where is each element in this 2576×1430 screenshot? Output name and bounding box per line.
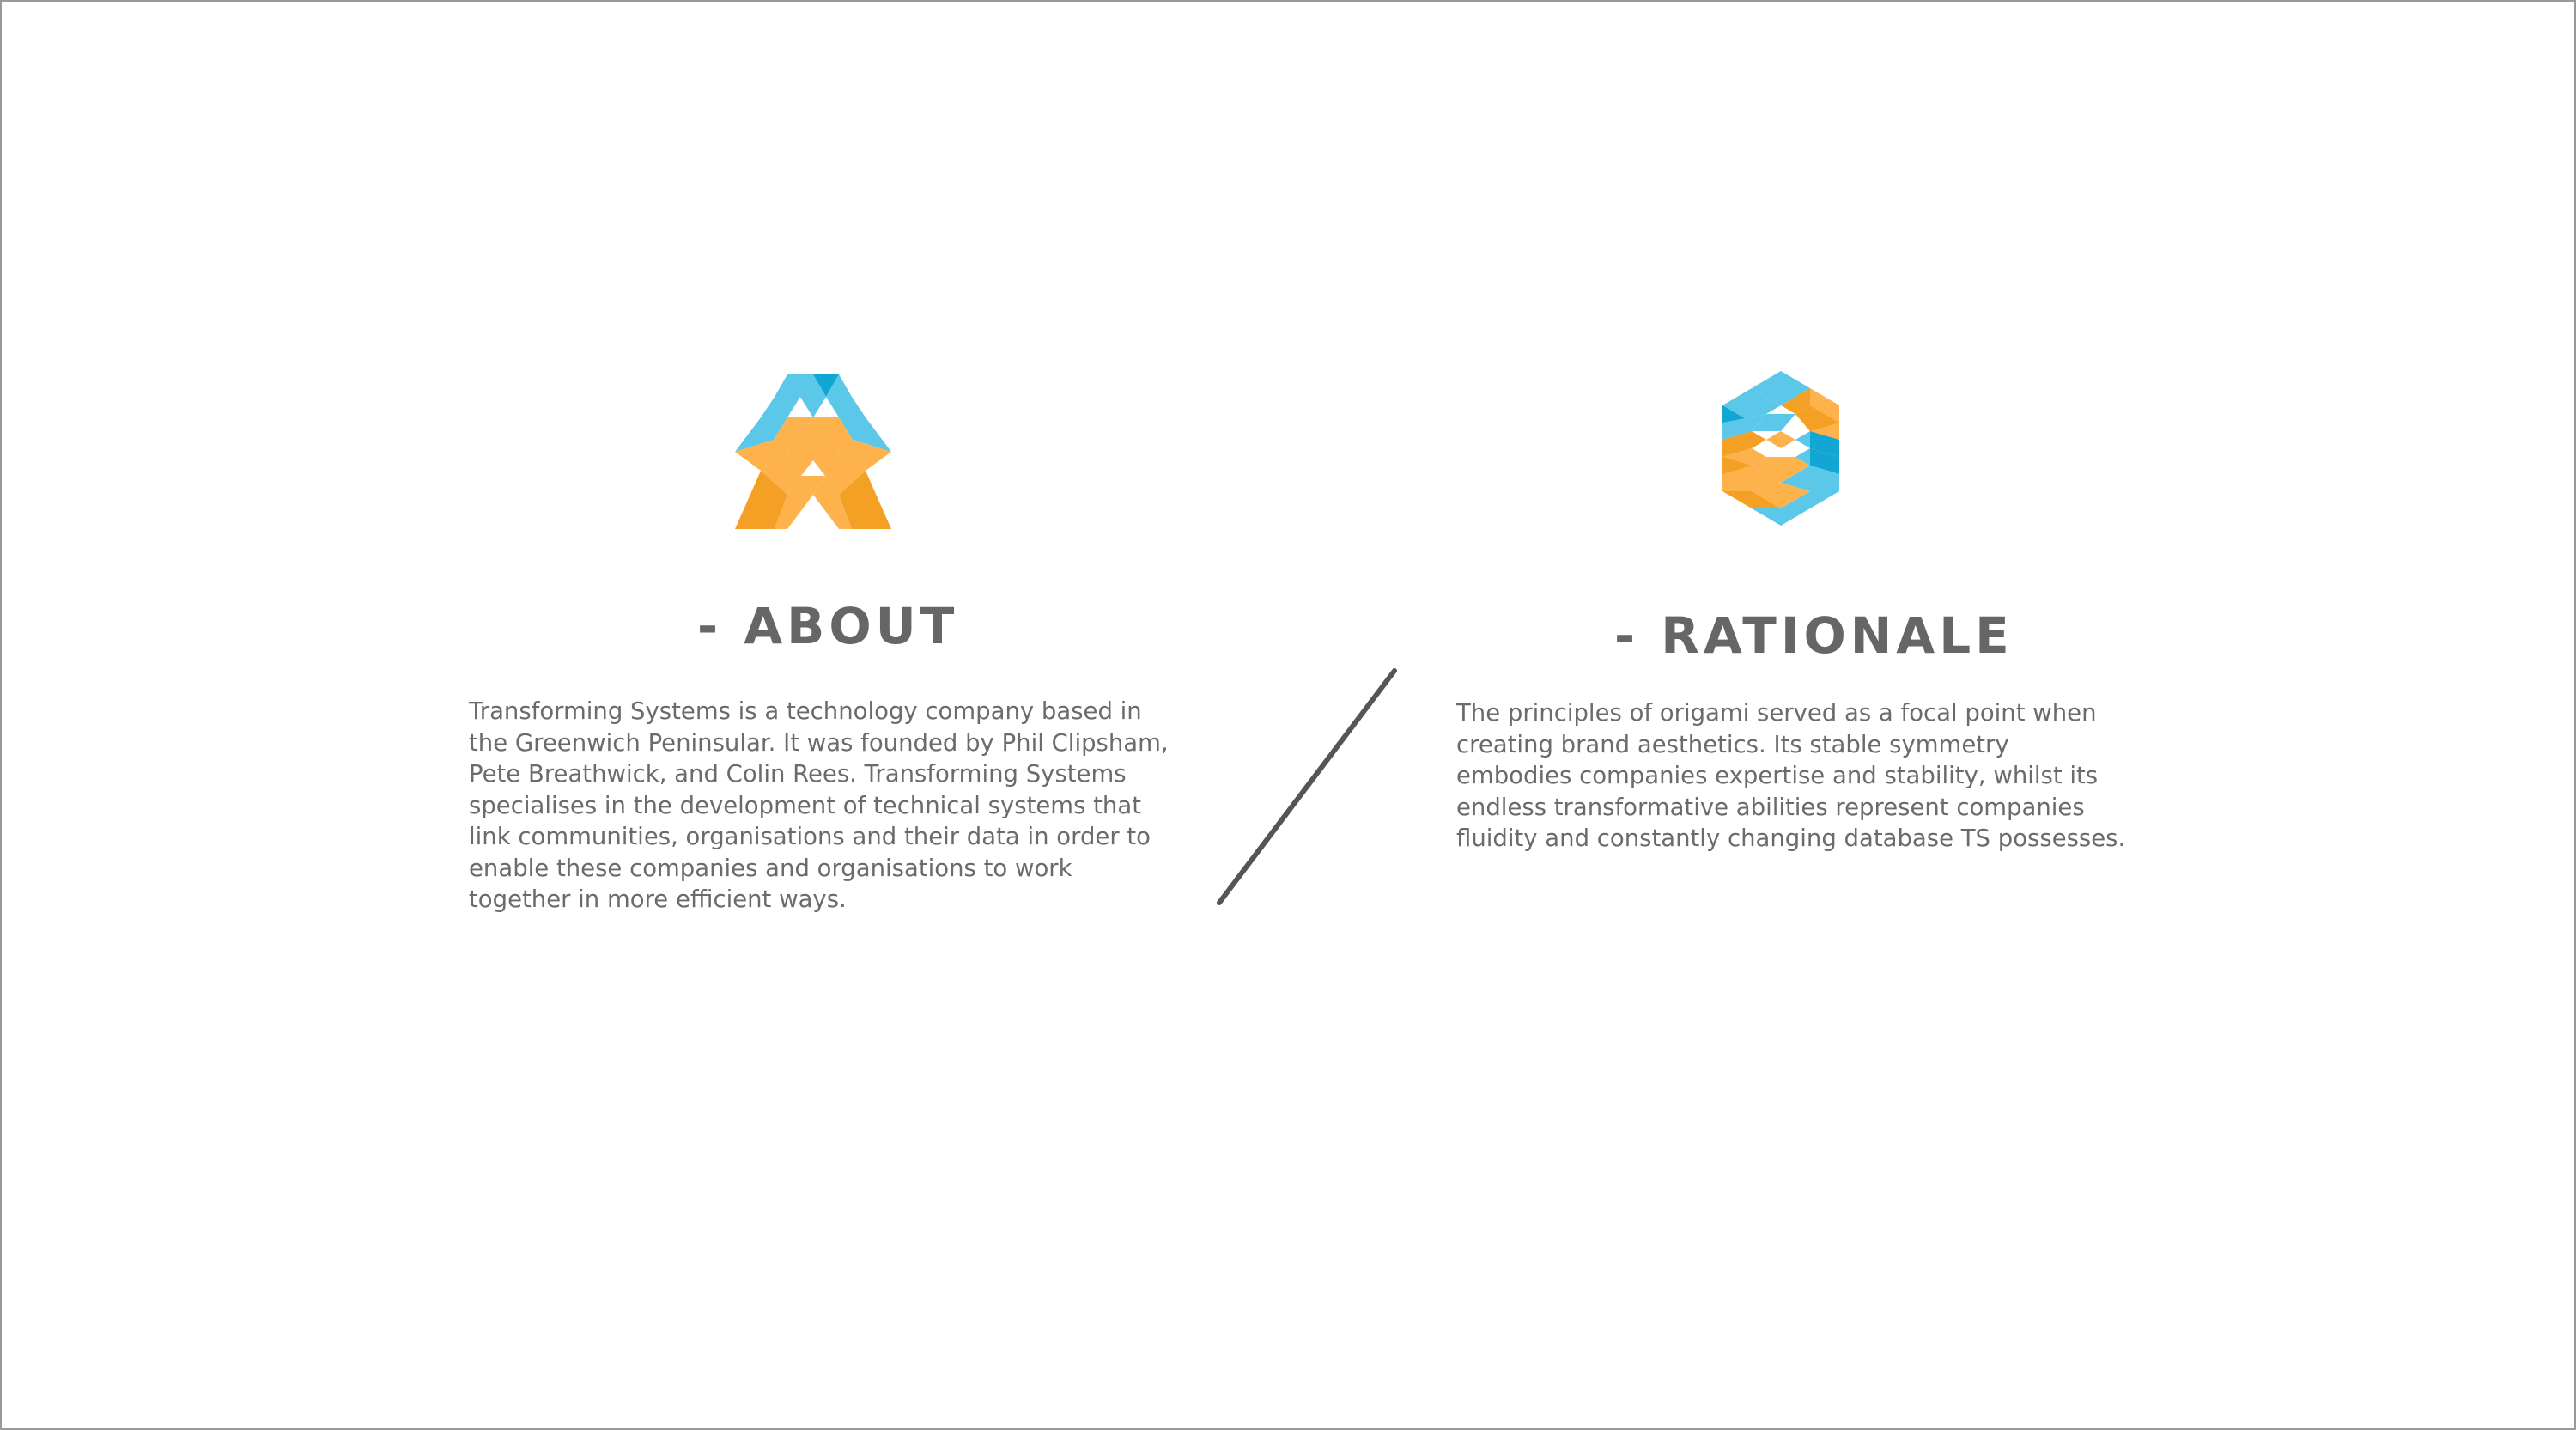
origami-s-logo-icon — [1722, 371, 1839, 526]
origami-a-logo-icon — [735, 374, 891, 529]
about-heading: - ABOUT — [697, 597, 959, 655]
about-description: Transforming Systems is a technology company based in the Greenwich Peninsular. It was founded by Phil Clipsham, Pete Breathwick, and Colin Rees. Transforming Systems specialises in the development of technical systems that link communities, organisations and their data in order to enable these companies and organisations to work together in more efficient ways. — [469, 697, 1169, 913]
rationale-heading: - RATIONALE — [1614, 606, 2014, 665]
rationale-description: The principles of origami served as a focal point when creating brand aesthetics. Its stable symmetry embodies companies expertise and stability, whilst its endless transformative abilities represent companies fluidity and constantly changing database TS possesses. — [1456, 699, 2126, 852]
slash-divider — [1211, 666, 1400, 906]
